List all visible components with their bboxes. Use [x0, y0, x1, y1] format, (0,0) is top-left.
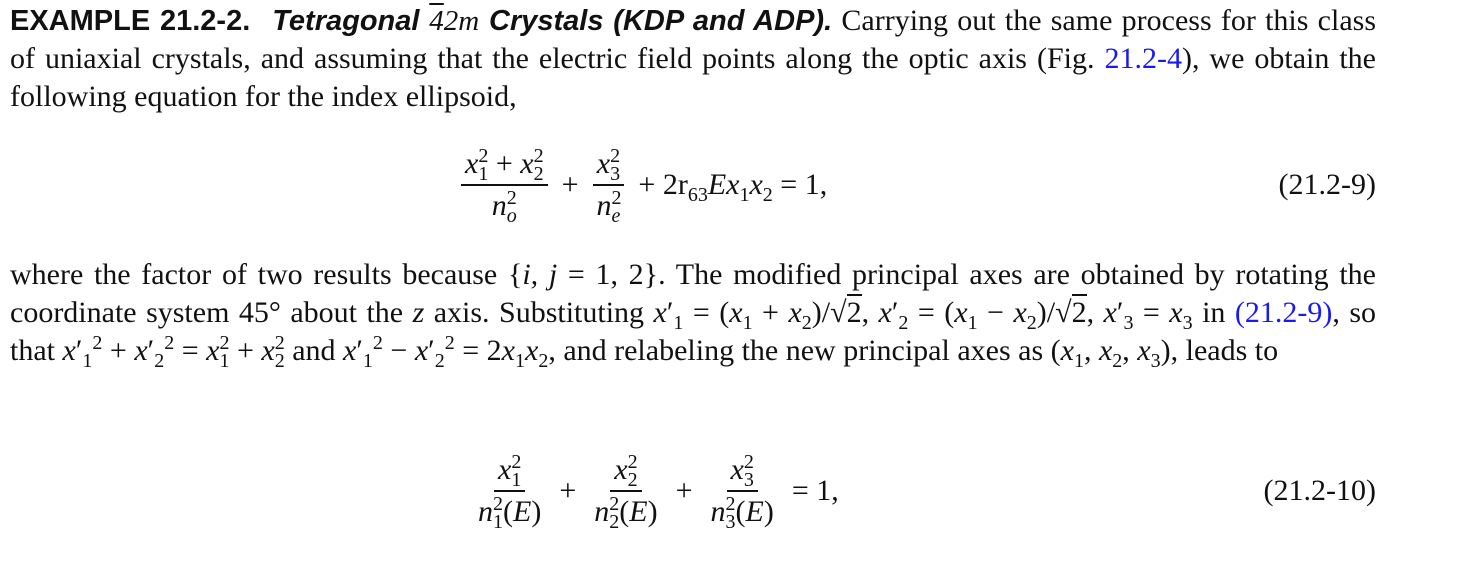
equation-body: $\frac{x^2_1}{n^2_1(E)}$ + $\frac{x^2_2}{n^2_2(E)}$ + $\frac{x^2_3}{n^2_3(E)}$ = 1,: [468, 446, 847, 536]
fraction: $\frac{x^2_2}{n^2_2(E)}$: [594, 451, 658, 533]
fraction: $\frac{x^2_3}{n^2_3(E)}$: [710, 451, 774, 533]
crystal-class-symbol: 42m: [429, 5, 480, 37]
equation-body: $\frac{x^2_1 + x^2_2}{n^2_o}$ + $\frac{x^2_3}{n^2_e}$ + $2r_{63}Ex_1x_2 = 1$,: [455, 140, 835, 230]
example-title: Tetragonal 42m Crystals (KDP and ADP).: [272, 5, 833, 37]
example-paragraph: [10, 2, 1376, 116]
figure-link[interactable]: 21.2-4: [1104, 42, 1182, 75]
equation-link[interactable]: (21.2-9): [1234, 296, 1333, 329]
fraction: $\frac{x^2_3}{n^2_e}$: [593, 147, 625, 223]
equation-number: (21.2-10): [1263, 474, 1376, 507]
equation-21-2-9: [10, 140, 1376, 230]
fraction: $\frac{x^2_1 + x^2_2}{n^2_o}$: [461, 147, 548, 223]
example-text-2: ), we obtain the following equation for the index ellipsoid,: [10, 42, 1376, 113]
equation-number: (21.2-9): [1278, 168, 1376, 201]
body-paragraph: where the factor of two results because {i, j = 1, 2}. The modified principal axes are obtained by rotating the coordinate system 45° about the z axis. Substituting $x'_1 = (x_1 + x_2)/√2$, $x'_2 = (x_1 - x_2)/√2$, $x'_3 = x_3$ in (21.2-9), so that $x'_1^2 + x'_2^2 = x^2_1 + x^2_2$ and $x'_1^2 - x'_2^2 = 2x_1x_2$, and relabeling the new principal axes as ($x_1$, $x_2$, $x_3$), leads to: [10, 258, 1377, 372]
example-label: EXAMPLE 21.2-2.: [10, 5, 251, 37]
example-text-1: Carrying out the same process for this class of uniaxial crystals, and assuming that the electric field points along the optic axis (Fig.: [10, 4, 1377, 75]
equation-21-2-10: [10, 446, 1376, 536]
fraction: $\frac{x^2_1}{n^2_1(E)}$: [478, 451, 542, 533]
